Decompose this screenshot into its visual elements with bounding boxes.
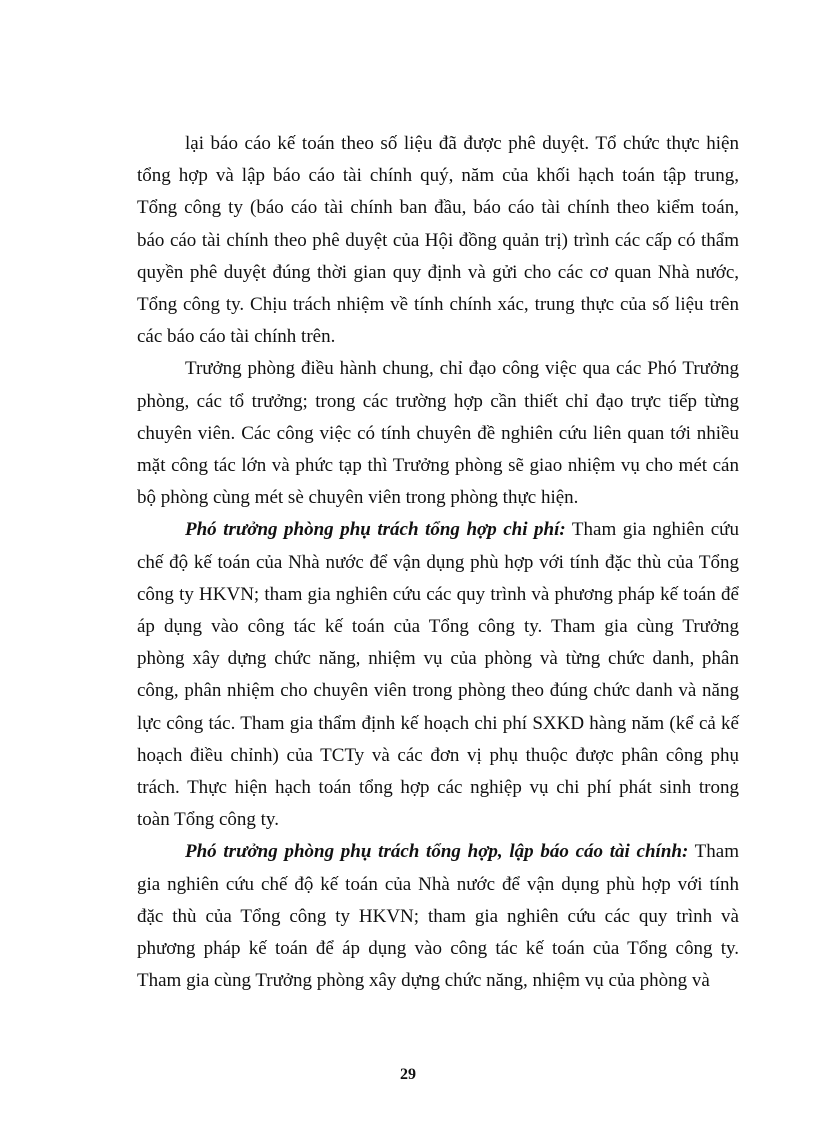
text-line: phòng, các tổ trưởng; trong các trường hợp cần thiết chỉ đạo trực tiếp từng: [137, 390, 739, 412]
text-line: phương pháp kế toán để áp dụng vào công tác kế toán của Tổng công ty.: [137, 938, 739, 960]
text-line: báo cáo tài chính theo phê duyệt của Hội đồng quản trị) trình các cấp có thẩm: [137, 229, 739, 251]
section-heading: Phó trưởng phòng phụ trách tổng hợp chi phí:: [185, 519, 566, 541]
text-line: Tổng công ty (báo cáo tài chính ban đầu, báo cáo tài chính theo kiểm toán,: [137, 197, 739, 219]
text-line: hoạch điều chỉnh) của TCTy và các đơn vị phụ thuộc được phân công phụ: [137, 744, 739, 766]
text-line: lại báo cáo kế toán theo số liệu đã được phê duyệt. Tổ chức thực hiện: [185, 133, 739, 154]
text-line: Tham gia cùng Trưởng phòng xây dựng chức năng, nhiệm vụ của phòng và: [137, 970, 710, 992]
text-line: mặt công tác lớn và phức tạp thì Trưởng phòng sẽ giao nhiệm vụ cho mét cán: [137, 455, 739, 477]
body-text: [137, 128, 739, 997]
section-heading: Phó trưởng phòng phụ trách tổng hợp, lập báo cáo tài chính:: [185, 841, 689, 863]
text-line: toàn Tổng công ty.: [137, 809, 279, 831]
text-line: gia nghiên cứu chế độ kế toán của Nhà nước để vận dụng phù hợp với tính: [137, 873, 739, 895]
heading-continuation: Tham: [688, 841, 739, 863]
text-line: đặc thù của Tổng công ty HKVN; tham gia nghiên cứu các quy trình và: [137, 905, 739, 927]
text-line: công ty HKVN; tham gia nghiên cứu các quy trình và phương pháp kế toán để: [137, 583, 739, 605]
text-line: quyền phê duyệt đúng thời gian quy định và gửi cho các cơ quan Nhà nước,: [137, 261, 739, 283]
heading-continuation: Tham gia nghiên cứu: [565, 519, 739, 541]
paragraph-3: [137, 514, 739, 836]
text-line: công, phân nhiệm cho chuyên viên trong phòng theo đúng chức danh và năng: [137, 680, 739, 702]
text-line: phòng xây dựng chức năng, nhiệm vụ của phòng và từng chức danh, phân: [137, 648, 739, 670]
text-line: bộ phòng cùng mét sè chuyên viên trong phòng thực hiện.: [137, 487, 579, 509]
paragraph-1: [137, 128, 739, 353]
text-line: Tổng công ty. Chịu trách nhiệm về tính chính xác, trung thực của số liệu trên: [137, 294, 739, 316]
text-line: trách. Thực hiện hạch toán tổng hợp các nghiệp vụ chi phí phát sinh trong: [137, 777, 739, 799]
text-line: chế độ kế toán của Nhà nước để vận dụng phù hợp với tính đặc thù của Tổng: [137, 551, 739, 573]
text-line: [137, 836, 739, 868]
text-line: [137, 514, 739, 546]
text-line: các báo cáo tài chính trên.: [137, 326, 336, 348]
text-line: tổng hợp và lập báo cáo tài chính quý, năm của khối hạch toán tập trung,: [137, 165, 739, 187]
text-line: lực công tác. Tham gia thẩm định kế hoạch chi phí SXKD hàng năm (kể cả kế: [137, 712, 739, 734]
text-line: chuyên viên. Các công việc có tính chuyên đề nghiên cứu liên quan tới nhiều: [137, 422, 739, 444]
text-line: áp dụng vào công tác kế toán của Tổng công ty. Tham gia cùng Trưởng: [137, 616, 739, 638]
paragraph-4: [137, 836, 739, 997]
text-line: Trưởng phòng điều hành chung, chỉ đạo công việc qua các Phó Trưởng: [185, 358, 739, 380]
page-number: 29: [400, 1066, 416, 1083]
paragraph-2: [137, 353, 739, 514]
